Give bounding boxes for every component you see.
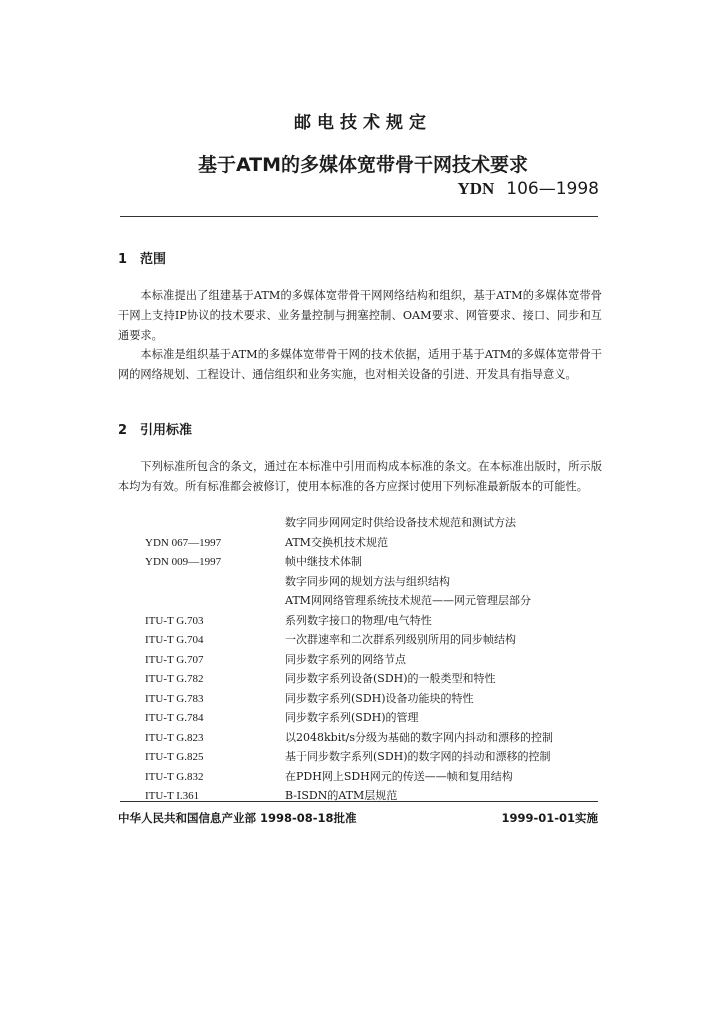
reference-title: 同步数字系列的网络节点 <box>285 652 406 666</box>
reference-title: 数字同步网的规划方法与组织结构 <box>285 574 450 588</box>
section-2-paragraph: 下列标准所包含的条文，通过在本标准中引用而构成本标准的条文。在本标准出版时，所示版本均为有效。所有标准都会被修订，使用本标准的各方应探讨使用下列标准最新版本的可能性。 <box>118 460 602 493</box>
footer-rule <box>120 801 598 802</box>
section-1-number: 1 <box>118 252 128 267</box>
reference-row <box>118 592 531 612</box>
reference-title: 系列数字接口的物理/电气特性 <box>285 613 432 627</box>
reference-code: ITU-T G.825 <box>145 751 204 763</box>
reference-row <box>118 612 432 632</box>
reference-title: 以2048kbit/s分级为基础的数字网内抖动和漂移的控制 <box>285 730 553 744</box>
reference-code: ITU-T G.832 <box>145 770 204 783</box>
reference-title: 基于同步数字系列(SDH)的数字网的抖动和漂移的控制 <box>285 750 551 763</box>
document-title: 基于ATM的多媒体宽带骨干网技术要求 <box>197 154 529 176</box>
reference-row <box>118 670 496 690</box>
reference-row <box>118 748 551 768</box>
section-2-title: 引用标准 <box>140 423 193 438</box>
reference-code: ITU-T I.361 <box>145 790 200 802</box>
section-2-number: 2 <box>118 423 128 438</box>
reference-title: 在PDH网上SDH网元的传送——帧和复用结构 <box>285 769 513 783</box>
reference-title: 同步数字系列(SDH)设备功能块的特性 <box>285 691 474 705</box>
section-1-title: 范围 <box>140 252 167 267</box>
reference-row <box>118 631 516 651</box>
series-title: 邮电技术规定 <box>294 113 432 133</box>
reference-title: 同步数字系列设备(SDH)的一般类型和特性 <box>285 672 496 685</box>
reference-row <box>118 709 419 729</box>
standard-prefix: YDN <box>457 179 495 198</box>
reference-row <box>118 534 388 554</box>
approval-date: 中华人民共和国信息产业部 1998-08-18批准 <box>118 811 357 825</box>
reference-row <box>118 514 516 534</box>
reference-title: ATM交换机技术规范 <box>285 535 388 549</box>
reference-code: ITU-T G.707 <box>145 653 204 666</box>
section-1-paragraph: 本标准是组织基于ATM的多媒体宽带骨干网的技术依据，适用于基于ATM的多媒体宽带骨干网的网络规划、工程设计、通信组织和业务实施，也对相关设备的引进、开发具有指导意义。 <box>118 348 602 382</box>
standard-number <box>457 179 599 199</box>
reference-code: ITU-T G.782 <box>145 673 204 685</box>
reference-code: ITU-T G.783 <box>145 692 204 705</box>
reference-title: B-ISDN的ATM层规范 <box>285 789 398 802</box>
reference-row <box>118 787 397 807</box>
section-1-heading <box>118 248 166 267</box>
reference-title: 同步数字系列(SDH)的管理 <box>285 711 419 724</box>
effective-date: 1999-01-01实施 <box>501 811 598 825</box>
reference-code: ITU-T G.703 <box>145 614 204 627</box>
reference-code: YDN 009—1997 <box>145 556 222 568</box>
section-2-intro <box>118 457 602 497</box>
reference-code: ITU-T G.784 <box>145 712 204 724</box>
reference-code: ITU-T G.823 <box>145 731 204 744</box>
section-1-paragraph: 本标准提出了组建基于ATM的多媒体宽带骨干网网络结构和组织，基于ATM的多媒体宽带骨干网上支持IP协议的技术要求、业务量控制与拥塞控制、OAM要求、网管要求、接口、同步和互通要求。 <box>118 289 602 342</box>
reference-row <box>118 651 406 671</box>
section-1-body <box>118 286 602 385</box>
reference-code: ITU-T G.704 <box>145 634 204 646</box>
header-rule <box>120 216 598 217</box>
section-2-heading <box>118 419 192 438</box>
reference-row <box>118 729 553 749</box>
standard-code: 106—1998 <box>506 179 599 199</box>
reference-row <box>118 573 450 593</box>
reference-title: 帧中继技术体制 <box>285 555 362 568</box>
reference-title: 一次群速率和二次群系列级别所用的同步帧结构 <box>285 633 516 646</box>
reference-title: 数字同步网网定时供给设备技术规范和测试方法 <box>285 516 516 529</box>
reference-row <box>118 768 513 788</box>
reference-row <box>118 553 362 573</box>
reference-title: ATM网网络管理系统技术规范——网元管理层部分 <box>285 594 531 607</box>
reference-row <box>118 690 474 710</box>
reference-code: YDN 067—1997 <box>145 536 222 549</box>
